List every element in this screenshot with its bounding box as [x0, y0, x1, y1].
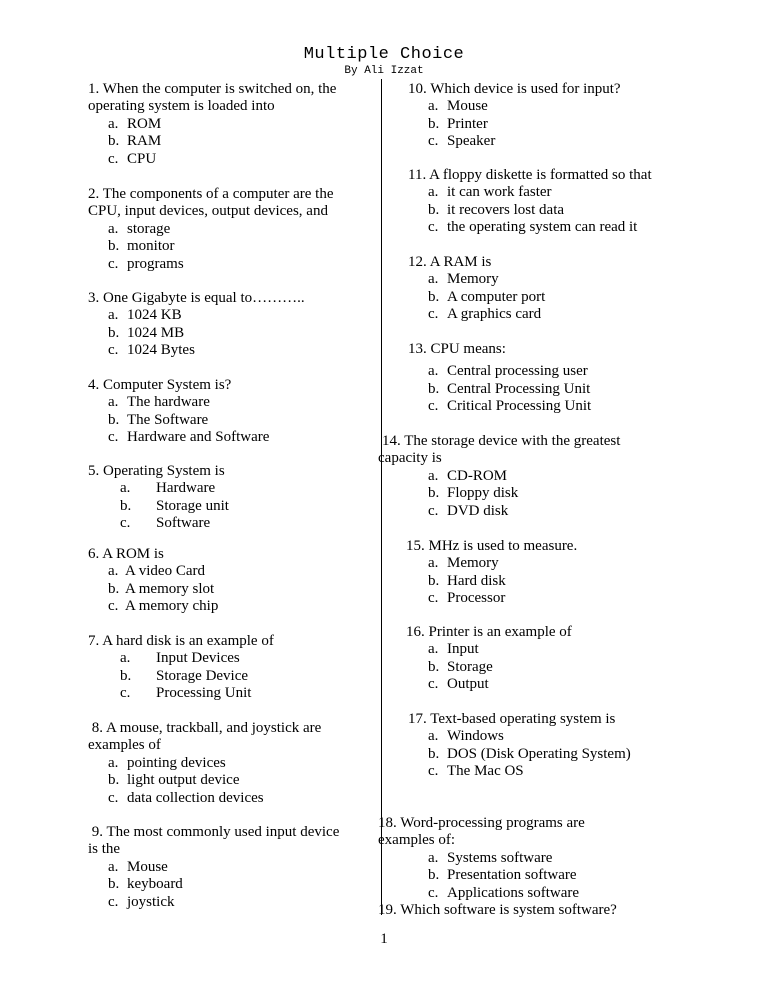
option-b[interactable]: b. A computer port	[428, 288, 546, 305]
option-a[interactable]: a. Windows	[428, 728, 504, 745]
question-14	[378, 433, 668, 520]
option-b[interactable]: b. Printer	[428, 115, 488, 132]
question-text: 11. A floppy diskette is formatted so that	[408, 167, 652, 183]
option-a[interactable]: a. Input	[428, 641, 479, 658]
option-a[interactable]: a. ROM	[108, 115, 162, 132]
option-b[interactable]: b. Central Processing Unit	[428, 380, 591, 397]
option-b[interactable]: b. Storage	[428, 658, 493, 675]
question-4	[88, 377, 370, 447]
question-text: 6. A ROM is	[88, 546, 164, 562]
option-a[interactable]: a. Input Devices	[120, 650, 240, 667]
option-b[interactable]: b. A memory slot	[108, 580, 215, 597]
question-text: 12. A RAM is	[408, 254, 492, 270]
question-text: 18. Word-processing programs are examples of:	[378, 815, 585, 849]
option-c[interactable]: c. A memory chip	[108, 598, 219, 615]
option-a[interactable]: a. storage	[108, 220, 171, 237]
option-b[interactable]: b. Floppy disk	[428, 485, 519, 502]
question-text: 4. Computer System is?	[88, 377, 232, 393]
option-c[interactable]: c. DVD disk	[428, 502, 509, 519]
question-17	[408, 711, 688, 781]
option-a[interactable]: a. Central processing user	[428, 363, 588, 380]
question-12	[408, 254, 688, 324]
option-c[interactable]: c. CPU	[108, 150, 157, 167]
option-b[interactable]: b. RAM	[108, 133, 162, 150]
question-15	[408, 538, 688, 608]
option-c[interactable]: c. A graphics card	[428, 306, 542, 323]
question-6	[88, 546, 370, 616]
option-c[interactable]: c. Hardware and Software	[108, 429, 270, 446]
question-9	[88, 824, 348, 911]
option-a[interactable]: a. Mouse	[428, 98, 488, 115]
option-a[interactable]: a. A video Card	[108, 563, 205, 580]
page-number: 1	[380, 931, 388, 947]
question-text: 17. Text-based operating system is	[408, 711, 616, 727]
option-c[interactable]: c. Critical Processing Unit	[428, 398, 592, 415]
question-5	[88, 463, 370, 533]
question-text: 8. A mouse, trackball, and joystick are examples of	[88, 720, 322, 754]
option-a[interactable]: a. 1024 KB	[108, 307, 182, 324]
option-b[interactable]: b. Presentation software	[428, 867, 577, 884]
option-b[interactable]: b. monitor	[108, 238, 175, 255]
question-1	[88, 81, 370, 168]
option-c[interactable]: c. Software	[120, 515, 211, 532]
option-c[interactable]: c. Output	[428, 676, 489, 693]
option-c[interactable]: c. Processor	[428, 590, 506, 607]
option-a[interactable]: a. Hardware	[120, 480, 216, 497]
option-b[interactable]: b. Storage Device	[120, 667, 249, 684]
option-a[interactable]: a. Memory	[428, 271, 499, 288]
question-text: 15. MHz is used to measure.	[406, 538, 578, 554]
option-a[interactable]: a. The hardware	[108, 394, 210, 411]
option-b[interactable]: b. 1024 MB	[108, 324, 185, 341]
author-line: By Ali Izzat	[344, 65, 424, 77]
option-c[interactable]: c. joystick	[108, 893, 175, 910]
option-a[interactable]: a. it can work faster	[428, 184, 552, 201]
option-c[interactable]: c. Speaker	[428, 133, 496, 150]
option-c[interactable]: c. programs	[108, 255, 184, 272]
option-c[interactable]: c. the operating system can read it	[428, 219, 638, 236]
question-text: 7. A hard disk is an example of	[88, 633, 274, 649]
option-c[interactable]: c. data collection devices	[108, 789, 264, 806]
option-b[interactable]: b. DOS (Disk Operating System)	[428, 745, 631, 762]
option-b[interactable]: b. Storage unit	[120, 497, 229, 514]
option-c[interactable]: c. Applications software	[428, 884, 580, 901]
question-text: 19. Which software is system software?	[378, 902, 617, 918]
question-10	[408, 81, 678, 151]
question-text: 13. CPU means:	[408, 341, 506, 357]
option-a[interactable]: a. pointing devices	[108, 754, 226, 771]
option-a[interactable]: a. Systems software	[428, 849, 553, 866]
question-text: 10. Which device is used for input?	[408, 81, 621, 97]
question-text: 3. One Gigabyte is equal to………..	[88, 290, 305, 306]
document-title: Multiple Choice	[303, 45, 465, 64]
option-b[interactable]: b. keyboard	[108, 876, 183, 893]
question-text: 1. When the computer is switched on, the operating system is loaded into	[88, 81, 337, 115]
question-16	[408, 624, 688, 694]
question-19	[378, 902, 678, 919]
option-b[interactable]: b. Hard disk	[428, 572, 506, 589]
question-3	[88, 290, 370, 360]
question-8	[88, 720, 370, 807]
option-c[interactable]: c. Processing Unit	[120, 685, 252, 702]
question-text: 5. Operating System is	[88, 463, 225, 479]
option-b[interactable]: b. light output device	[108, 772, 240, 789]
question-text: 14. The storage device with the greatest capacity is	[378, 433, 621, 467]
option-a[interactable]: a. Memory	[428, 555, 499, 572]
option-c[interactable]: c. The Mac OS	[428, 763, 524, 780]
question-11	[408, 167, 688, 237]
question-text: 16. Printer is an example of	[406, 624, 572, 640]
question-text: 9. The most commonly used input device is the	[88, 824, 340, 858]
question-13	[408, 341, 688, 416]
option-a[interactable]: a. Mouse	[108, 858, 168, 875]
question-18	[378, 815, 618, 902]
option-a[interactable]: a. CD-ROM	[428, 467, 508, 484]
question-2	[88, 186, 370, 273]
question-text: 2. The components of a computer are the CPU, input devices, output devices, and	[88, 186, 334, 220]
question-7	[88, 633, 370, 703]
option-b[interactable]: b. The Software	[108, 411, 209, 428]
option-b[interactable]: b. it recovers lost data	[428, 201, 565, 218]
option-c[interactable]: c. 1024 Bytes	[108, 342, 195, 359]
